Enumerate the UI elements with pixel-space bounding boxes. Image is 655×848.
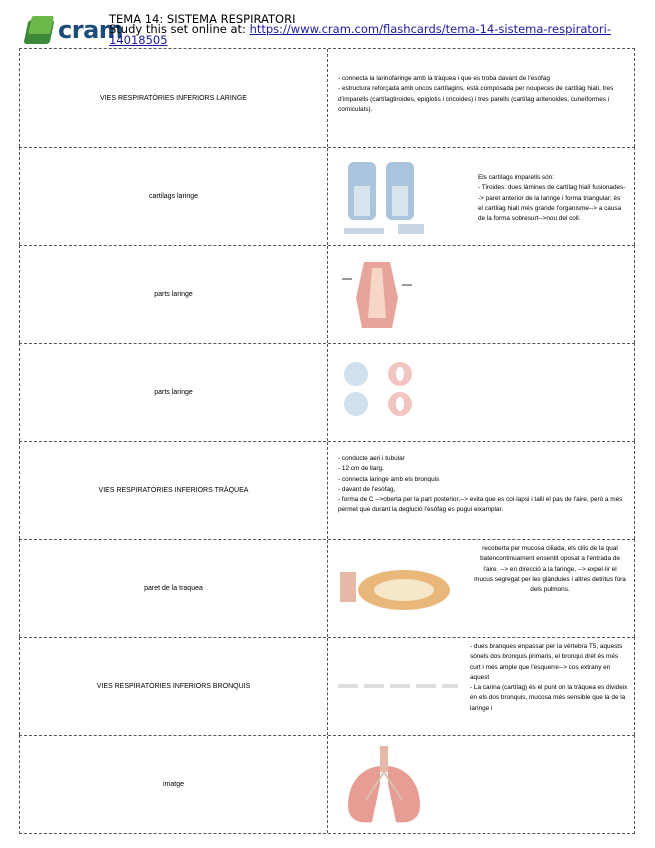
larynx-cartilage-image bbox=[340, 158, 440, 238]
card-row bbox=[19, 147, 635, 245]
card-term: cartilags laringe bbox=[20, 148, 328, 245]
page-header bbox=[24, 8, 644, 46]
card-row bbox=[19, 539, 635, 637]
card-definition bbox=[328, 540, 634, 637]
study-online-line bbox=[109, 24, 629, 46]
definition-line: - 12 cm de llarg, bbox=[338, 465, 384, 473]
card-term: parts laringe bbox=[20, 344, 328, 441]
lungs-image bbox=[340, 744, 428, 826]
card-definition bbox=[328, 246, 634, 343]
card-definition bbox=[328, 736, 634, 833]
card-row bbox=[19, 48, 635, 147]
definition-line: - davant de l'esòfag, bbox=[338, 485, 396, 493]
set-title: TEMA 14: SISTEMA RESPIRATORI bbox=[109, 12, 296, 26]
definition-line: - estructura reforçada amb uncos cartílagins, està composada per noupeces de cartílag hialí, tres d'imparells (cartílagtiroides, epiglotis i cricoides) i tres parells (cartílag aritenoides, cuneïformes i corniculats). bbox=[338, 85, 614, 113]
card-term: paret de la traquea bbox=[20, 540, 328, 637]
definition-line: - forma de C -->oberta per la part posterior,--> evita que es col·lapsi i talli el pas de l'aire, però a més permet que durant la deglució l'esòfag es pugui eixamplar. bbox=[338, 496, 623, 514]
card-term: VIES RESPIRATÒRIES INFERIORS LARINGE bbox=[20, 49, 328, 147]
card-row bbox=[19, 343, 635, 441]
card-row bbox=[19, 441, 635, 539]
definition-line: - connecta laringe amb els bronquis bbox=[338, 475, 440, 483]
definition-line: - conducte aeri i tubular bbox=[338, 455, 405, 462]
definition-text: recoberta per mucosa ciliada, els cilis de la qual batencontinuament ensentit oposat a l'entrada de l'aire. --> en direcció a la faringe, --> expel·lir el mucus segregat per les glàndules i altres detritus fora dels pulmons. bbox=[474, 545, 626, 594]
trachea-wall-image bbox=[338, 568, 456, 612]
vocal-folds-image bbox=[340, 360, 424, 420]
definition-line: - connecta la larinofaringe amb la tràquea i que es troba davant de l'esòfag bbox=[338, 75, 550, 82]
card-term: parts laringe bbox=[20, 246, 328, 343]
definition-line: - dues branques enpassar per la vèrtebra T5, aquests sónels dos bronquis primaris, el bronqui dret és més curt i més ample que l'esquerre--> cos extrany en aquest bbox=[470, 643, 623, 681]
card-row bbox=[19, 245, 635, 343]
logo-mark-accent-icon bbox=[28, 16, 54, 34]
bronchi-diagram-image bbox=[338, 682, 458, 690]
card-term: VIES RESPIRATÒRIES INFERIORS TRÀQUEA bbox=[20, 442, 328, 539]
card-row bbox=[19, 735, 635, 834]
card-term: imatge bbox=[20, 736, 328, 833]
card-definition bbox=[328, 148, 634, 245]
card-definition bbox=[328, 638, 634, 735]
card-definition bbox=[328, 442, 634, 539]
study-prefix: Study this set online at: bbox=[109, 22, 250, 36]
definition-text bbox=[338, 74, 626, 115]
definition-text bbox=[478, 173, 626, 224]
larynx-parts-image bbox=[342, 258, 412, 330]
definition-line: Els cartílags imparells són: bbox=[478, 174, 555, 181]
card-row bbox=[19, 637, 635, 735]
card-definition bbox=[328, 344, 634, 441]
definition-line: - La carina (cartílag) és el punt on la tràquea es divideix en els dos bronquis, mucosa més sensible que la de la laringe i bbox=[470, 684, 628, 712]
flashcard-table bbox=[19, 48, 635, 834]
logo-text: cram bbox=[58, 16, 124, 44]
card-term: VIES RESPIRATÒRIES INFERIORS BRONQUIS bbox=[20, 638, 328, 735]
definition-text bbox=[338, 454, 626, 516]
card-definition bbox=[328, 49, 634, 147]
set-url-link[interactable]: https://www.cram.com/flashcards/tema-14-sistema-respiratori-14018505 bbox=[109, 22, 611, 47]
definition-text bbox=[470, 642, 628, 714]
definition-line: - Tiroides: dues làmines de cartílag hialí fusionades--> paret anterior de la laringe i forma triangular; és el cartílag hialí més grande l'organisme--> a causa de la forma sobresurt-->nou del coll. bbox=[478, 184, 626, 223]
